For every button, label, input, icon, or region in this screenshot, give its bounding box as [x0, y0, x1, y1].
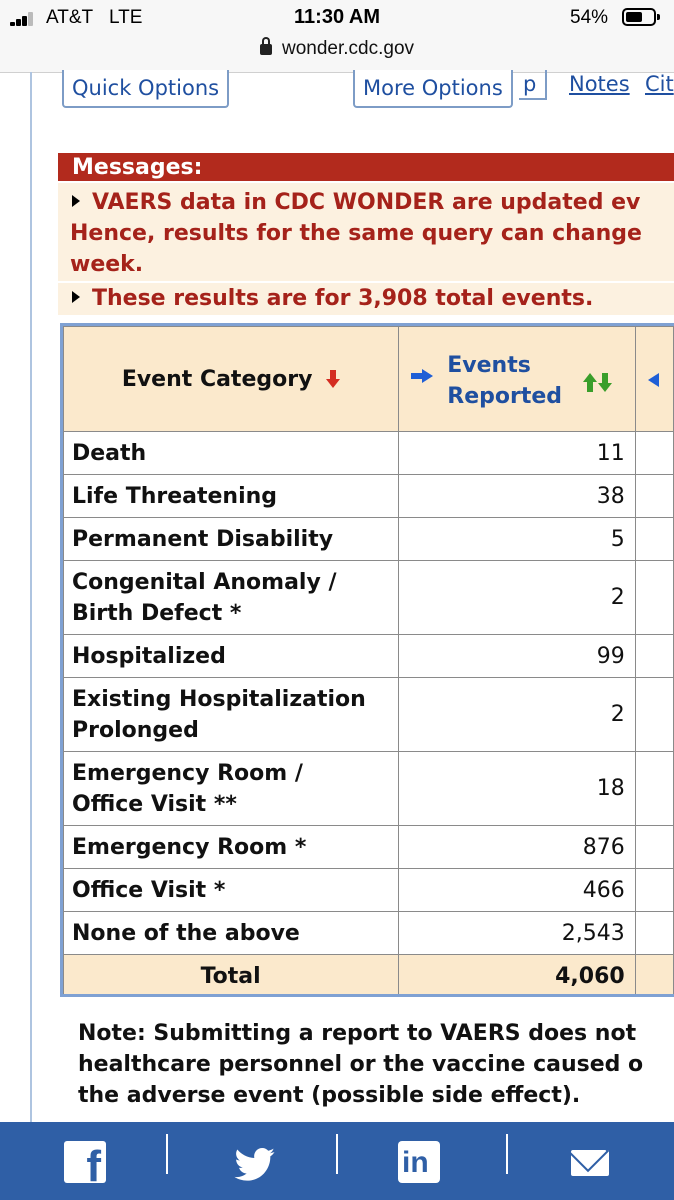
value-cell: 99 — [399, 635, 635, 678]
category-cell: Hospitalized — [64, 635, 399, 678]
column-label — [447, 350, 562, 412]
empty-cell — [635, 912, 673, 955]
category-cell — [64, 678, 399, 752]
message-line: Hence, results for the same query can change — [70, 221, 642, 246]
category-cell — [64, 752, 399, 826]
value-cell: 2 — [399, 561, 635, 635]
category-cell: Emergency Room * — [64, 826, 399, 869]
sort-descending-icon[interactable] — [326, 370, 340, 388]
footnote — [78, 1018, 674, 1111]
total-value: 4,060 — [399, 955, 635, 998]
battery-percent: 54% — [570, 7, 609, 28]
column-label-line: Events — [447, 353, 531, 378]
value-cell: 466 — [399, 869, 635, 912]
message-line: These results are for 3,908 total events. — [92, 286, 594, 311]
value-cell: 2,543 — [399, 912, 635, 955]
category-cell — [64, 561, 399, 635]
category-cell: None of the above — [64, 912, 399, 955]
sort-toggle-icon[interactable] — [583, 373, 613, 395]
facebook-glyph: f — [86, 1142, 101, 1183]
event-category-header[interactable] — [64, 327, 399, 432]
address-bar[interactable] — [0, 38, 674, 60]
column-label: Event Category — [121, 366, 313, 392]
category-line: Existing Hospitalization — [72, 686, 366, 712]
total-row — [64, 955, 674, 998]
mail-icon[interactable] — [571, 1150, 609, 1176]
table-row — [64, 678, 674, 752]
value-cell: 2 — [399, 678, 635, 752]
table-row — [64, 752, 674, 826]
category-line: Congenital Anomaly / — [72, 569, 337, 595]
category-line: Emergency Room / — [72, 760, 303, 786]
table-row — [64, 432, 674, 475]
value-cell: 876 — [399, 826, 635, 869]
table-header-row — [64, 327, 674, 432]
url-text: wonder.cdc.gov — [281, 38, 415, 59]
category-cell: Office Visit * — [64, 869, 399, 912]
category-cell: Death — [64, 432, 399, 475]
linkedin-glyph: in — [402, 1146, 429, 1179]
status-bar — [0, 0, 674, 73]
content-border — [30, 72, 32, 1122]
share-bar — [0, 1122, 674, 1200]
empty-cell — [635, 752, 673, 826]
divider — [336, 1134, 338, 1174]
bullet-triangle-icon — [72, 195, 80, 207]
table-row — [64, 869, 674, 912]
empty-cell — [635, 955, 673, 998]
message-update-notice — [58, 183, 674, 281]
carrier-name: AT&T — [46, 7, 94, 28]
table-row — [64, 826, 674, 869]
column-label-line: Reported — [447, 384, 563, 409]
help-button[interactable]: p — [519, 70, 547, 100]
table-row — [64, 912, 674, 955]
empty-cell — [635, 678, 673, 752]
more-options-button[interactable]: More Options — [353, 70, 513, 108]
empty-cell — [635, 561, 673, 635]
message-line: VAERS data in CDC WONDER are updated ev — [92, 190, 641, 215]
category-cell: Permanent Disability — [64, 518, 399, 561]
notes-link[interactable]: Notes — [569, 72, 630, 96]
events-reported-header[interactable] — [399, 327, 635, 432]
table-row — [64, 561, 674, 635]
category-cell: Life Threatening — [64, 475, 399, 518]
total-label: Total — [64, 955, 399, 998]
empty-cell — [635, 826, 673, 869]
move-column-left-icon[interactable] — [648, 373, 668, 387]
category-line: Office Visit ** — [72, 791, 237, 817]
twitter-icon[interactable] — [234, 1148, 276, 1182]
footnote-line: the adverse event (possible side effect). — [78, 1083, 581, 1108]
next-column-header[interactable] — [635, 327, 673, 432]
empty-cell — [635, 869, 673, 912]
divider — [166, 1134, 168, 1174]
value-cell: 11 — [399, 432, 635, 475]
results-table — [60, 323, 674, 997]
move-column-right-icon[interactable] — [411, 369, 433, 383]
empty-cell — [635, 518, 673, 561]
message-line: week. — [70, 252, 144, 277]
value-cell: 18 — [399, 752, 635, 826]
empty-cell — [635, 475, 673, 518]
table-row — [64, 635, 674, 678]
value-cell: 5 — [399, 518, 635, 561]
lock-icon — [260, 44, 272, 55]
cite-link[interactable]: Cit — [645, 72, 674, 96]
divider — [506, 1134, 508, 1174]
empty-cell — [635, 635, 673, 678]
clock: 11:30 AM — [294, 6, 380, 28]
message-total-events — [58, 283, 674, 315]
footnote-line: healthcare personnel or the vaccine caused o — [78, 1052, 644, 1077]
quick-options-button[interactable]: Quick Options — [62, 70, 229, 108]
linkedin-icon[interactable] — [398, 1141, 440, 1183]
facebook-icon[interactable] — [64, 1141, 106, 1183]
value-cell: 38 — [399, 475, 635, 518]
category-line: Birth Defect * — [72, 600, 242, 626]
network-type: LTE — [109, 7, 143, 28]
bullet-triangle-icon — [72, 291, 80, 303]
footnote-line: Note: Submitting a report to VAERS does not — [78, 1021, 637, 1046]
messages-header: Messages: — [58, 153, 674, 181]
empty-cell — [635, 432, 673, 475]
category-line: Prolonged — [72, 717, 199, 743]
battery-icon — [622, 8, 656, 26]
table-row — [64, 518, 674, 561]
table-row — [64, 475, 674, 518]
